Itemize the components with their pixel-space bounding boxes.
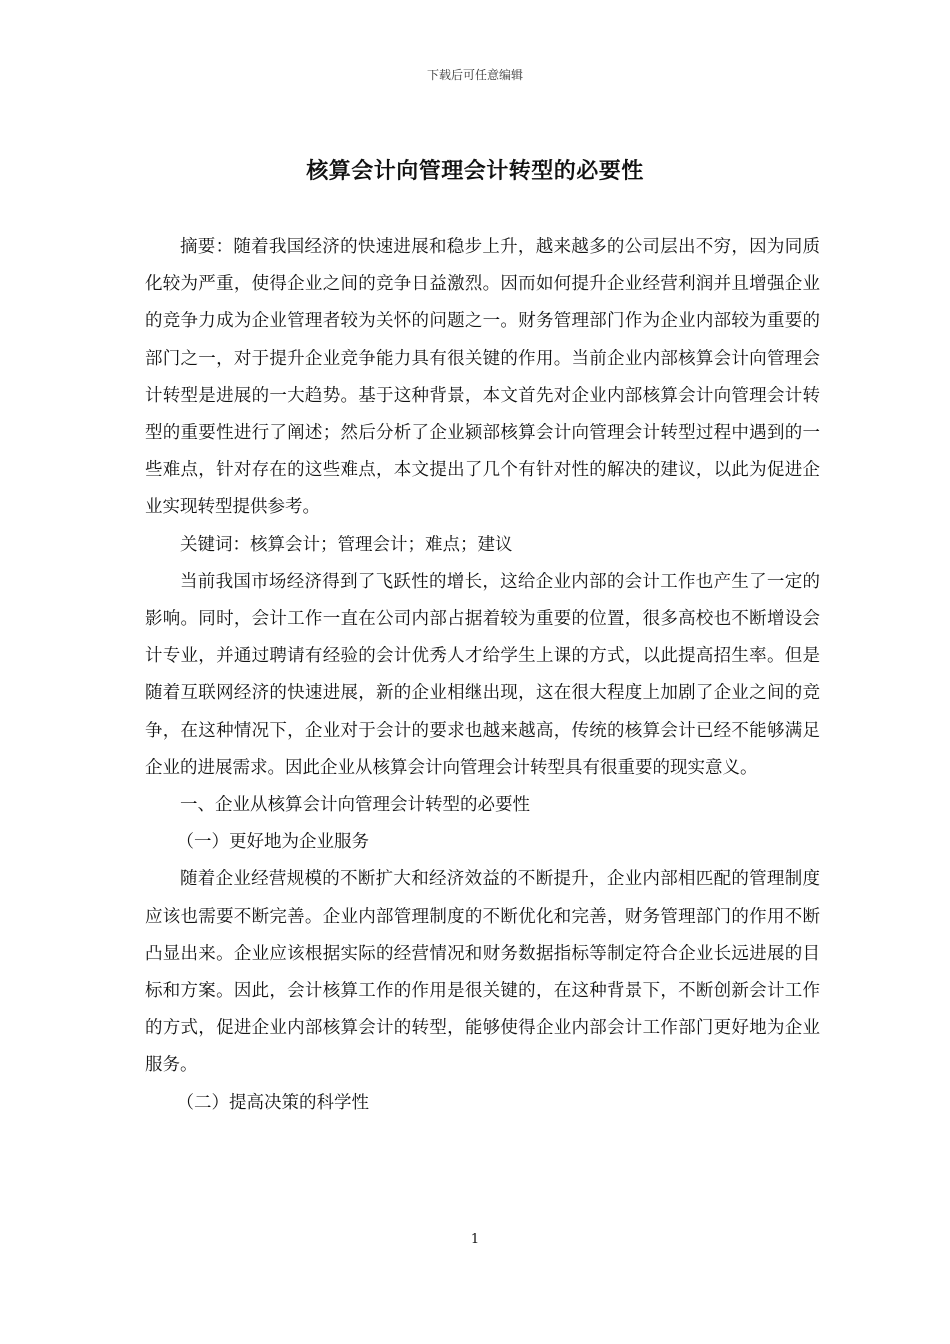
body-paragraph: 随着企业经营规模的不断扩大和经济效益的不断提升，企业内部相匹配的管理制度应该也需要不断完善。企业内部管理制度的不断优化和完善，财务管理部门的作用不断凸显出来。企业应该根据实际的经营情况和财务数据指标等制定符合企业长远进展的目标和方案。因此，会计核算工作的作用是很关键的，在这种背景下，不断创新会计工作的方式，促进企业内部核算会计的转型，能够使得企业内部会计工作部门更好地为企业服务。 xyxy=(145,869,820,1076)
document-title: 核算会计向管理会计转型的必要性 xyxy=(306,158,644,184)
abstract-paragraph: 摘要：随着我国经济的快速进展和稳步上升，越来越多的公司层出不穷，因为同质化较为严重，使得企业之间的竞争日益激烈。因而如何提升企业经营利润并且增强企业的竞争力成为企业管理者较为关怀的问题之一。财务管理部门作为企业内部较为重要的部门之一，对于提升企业竞争能力具有很关键的作用。当前企业内部核算会计向管理会计转型是进展的一大趋势。基于这种背景，本文首先对企业内部核算会计向管理会计转型的重要性进行了阐述；然后分析了企业颍部核算会计向管理会计转型过程中遇到的一些难点，针对存在的这些难点，本文提出了几个有针对性的解决的建议，以此为促进企业实现转型提供参考。 xyxy=(145,237,820,518)
page-header-note: 下载后可任意编辑 xyxy=(426,68,523,82)
subsection-heading-1: （一）更好地为企业服务 xyxy=(176,832,369,853)
document-body xyxy=(145,229,820,1122)
keywords-paragraph: 关键词：核算会计；管理会计；难点；建议 xyxy=(180,534,513,555)
intro-paragraph: 当前我国市场经济得到了飞跃性的增长，这给企业内部的会计工作也产生了一定的影响。同时，会计工作一直在公司内部占据着较为重要的位置，很多高校也不断增设会计专业，并通过聘请有经验的会计优秀人才给学生上课的方式，以此提高招生率。但是随着互联网经济的快速进展，新的企业相继出现，这在很大程度上加剧了企业之间的竞争，在这种情况下，企业对于会计的要求也越来越高，传统的核算会计已经不能够满足企业的进展需求。因此企业从核算会计向管理会计转型具有很重要的现实意义。 xyxy=(145,571,820,778)
subsection-heading-2: （二）提高决策的科学性 xyxy=(176,1092,369,1113)
section-heading-1: 一、企业从核算会计向管理会计转型的必要性 xyxy=(180,795,530,816)
page-number: 1 xyxy=(470,1232,480,1247)
